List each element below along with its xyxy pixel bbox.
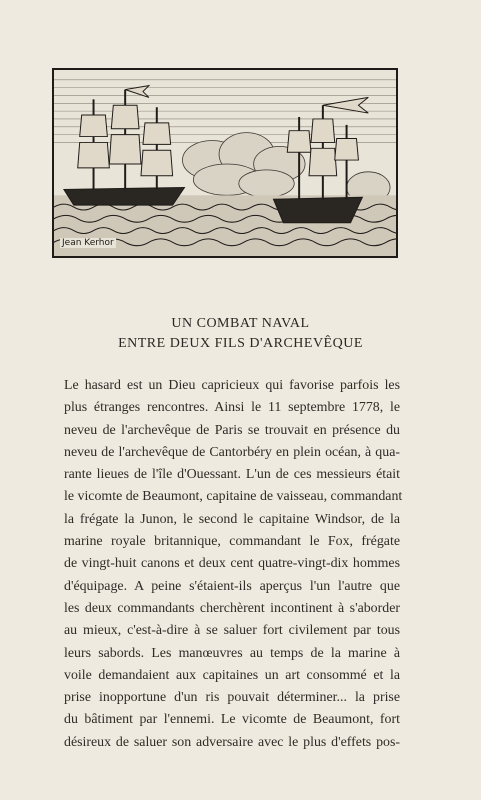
text-line: au mieux, c'est-à-dire à se saluer fort civilement par tous [64, 623, 400, 639]
text-line: les deux commandants cherchèrent incontinent à s'aborder [64, 600, 400, 616]
text-line: le vicomte de Beaumont, capitaine de vaisseau, commandant [64, 489, 403, 505]
chapter-title-line-1: UN COMBAT NAVAL [171, 316, 310, 331]
text-line: neveu de l'archevêque de Cantorbéry en plein océan, à qua- [64, 444, 400, 460]
text-line: plus étranges rencontres. Ainsi le 11 septembre 1778, le [64, 400, 400, 416]
text-line: désireux de saluer son adversaire avec le plus d'effets pos- [64, 734, 400, 750]
engraving-illustration [54, 70, 396, 256]
naval-battle-engraving [52, 68, 398, 258]
engraver-signature: Jean Kerhor [62, 238, 114, 248]
text-line: marine royale britannique, commandant le Fox, frégate [64, 534, 400, 550]
text-line: neveu de l'archevêque de Paris se trouvait en présence du [64, 422, 400, 438]
text-line: rante lieues de l'île d'Ouessant. L'un de ces messieurs était [64, 467, 400, 483]
text-line: prise inopportune d'un ris pouvait déterminer... la prise [64, 690, 400, 706]
chapter-title-line-2: ENTRE DEUX FILS D'ARCHEVÊQUE [118, 336, 363, 351]
text-line: voile demandaient aux capitaines un art consommé et la [64, 667, 400, 683]
text-line: leurs sabords. Les manœuvres au temps de la marine à [64, 645, 400, 661]
text-line: d'équipage. A peine s'étaient-ils aperçus l'un l'autre que [64, 578, 400, 594]
text-line: du bâtiment par l'ennemi. Le vicomte de Beaumont, fort [64, 712, 400, 728]
text-line: de vingt-huit canons et deux cent quatre-vingt-dix hommes [64, 556, 400, 572]
chapter-body-text [64, 375, 403, 754]
text-line: la frégate la Junon, le second le capitaine Windsor, de la [64, 511, 400, 527]
text-line: Le hasard est un Dieu capricieux qui favorise parfois les [64, 378, 400, 393]
